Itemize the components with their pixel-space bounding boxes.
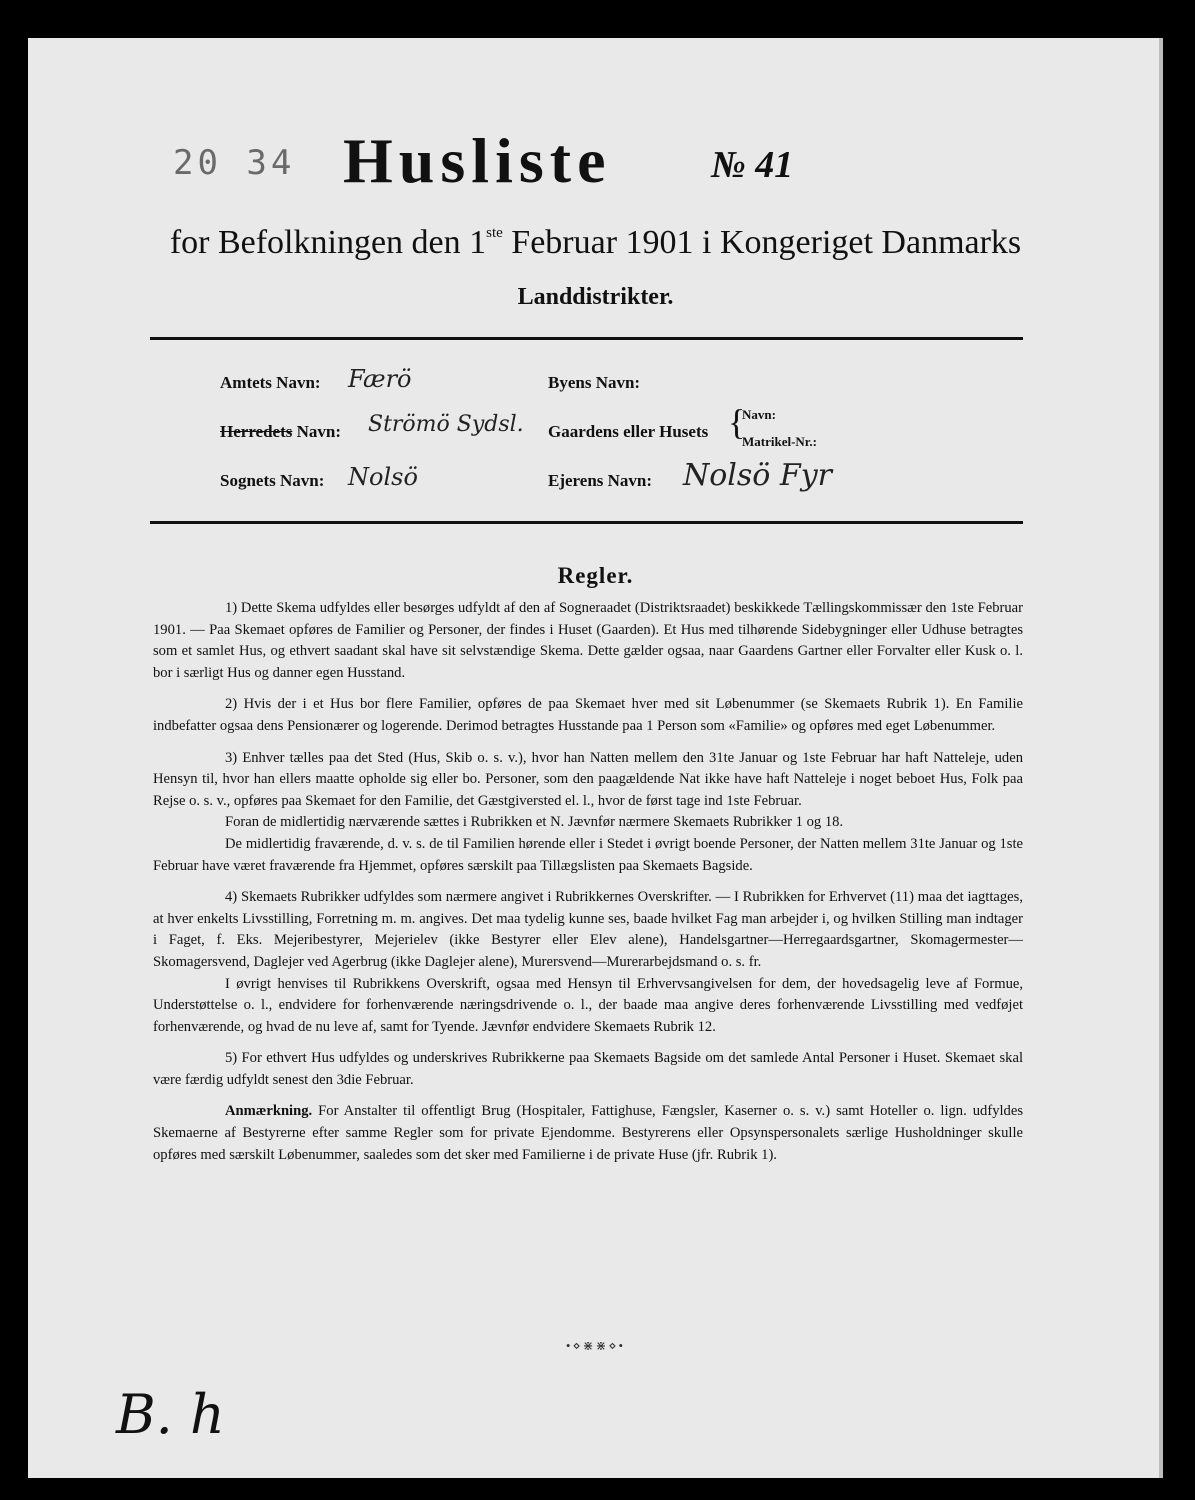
gaard-brace: { (728, 402, 746, 442)
census-form-sheet (28, 38, 1163, 1478)
herred-label-rest: Navn: (296, 422, 342, 441)
ornament-divider: •⋄⋇⋇⋄• (565, 1338, 626, 1353)
ejer-label: Ejerens Navn: (548, 471, 653, 490)
herred-label (220, 422, 341, 442)
form-number: № 41 (711, 144, 794, 186)
sogn-label: Sognets Navn: (220, 471, 325, 490)
rules-text (153, 598, 1023, 1176)
form-subtitle (28, 224, 1163, 262)
remark (153, 1101, 1023, 1166)
rule-3-note-absent: De midlertidig fraværende, d. v. s. de til Familien hørende eller i Stedet i øvrigt boende Personer, der Natten mellem 31te Januar og 1ste Februar have været fraværende fra Hjemmet, opføres særskilt paa Tillægslisten paa Skemaets Bagside. (153, 835, 1023, 874)
gaard-navn-label: Navn: (742, 407, 776, 422)
subtitle-text: for Befolkningen den 1 (169, 224, 487, 261)
rule-3-note-present: Foran de midlertidig nærværende sættes i Rubrikken et N. Jævnfør nærmere Skemaets Rubrikker 1 og 18. (225, 814, 844, 831)
top-divider (150, 337, 1023, 340)
rule-5: 5) For ethvert Hus udfyldes og underskrives Rubrikkerne paa Skemaets Bagside om det samlede Antal Personer i Huset. Skemaet skal være færdig udfyldt senest den 3die Februar. (153, 1050, 1023, 1088)
gaard-label: Gaardens eller Husets (548, 422, 709, 441)
rule-1: 1) Dette Skema udfyldes eller besørges udfyldt af den af Sogneraadet (Distriktsraadet) beskikkede Tællingskommissær den 1ste Februar 1901. — Paa Skemaet opføres de Familier og Personer, der findes i Huset (Gaarden). Et Hus med tilhørende Sidebygninger eller Udhuse betragtes som et samlet Hus, og ethvert saadant skal have sit selvstændige Skema. Dette gælder ogsaa, naar Gaardens Gartner eller Forvalter eller Kusk o. l. bor i særligt Hus og danner egen Husstand. (153, 600, 1023, 681)
bottom-divider (150, 521, 1023, 524)
herred-value: Strömö Sydsl. (368, 412, 524, 437)
herred-label-struck: Herredets (220, 422, 293, 441)
handwritten-note: B. h (116, 1383, 225, 1446)
gaard-matrikel-label: Matrikel-Nr.: (742, 434, 817, 449)
rule-2: 2) Hvis der i et Hus bor flere Familier, opføres de paa Skemaet hver med sit Løbenummer (se Skemaets Rubrik 1). En Familie indbefatter ogsaa dens Pensionærer og logerende. Derimod betragtes Husstande paa 1 Person som «Familie» og opføres med eget Løbenummer. (153, 696, 1023, 734)
rule-4-note: I øvrigt henvises til Rubrikkens Overskrift, ogsaa med Hensyn til Erhvervsangivelsen for dem, der hovedsagelig leve af Formue, Understøttelse o. l., endvidere for forhenværende næringsdrivende o. l., der baade maa angive deres forhenværende Livsstilling med vedføjet forhenværende, og hvad de nu leve af, samt for Tyende. Jævnfør endvidere Skemaets Rubrik 12. (153, 975, 1023, 1035)
amt-label: Amtets Navn: (220, 373, 321, 392)
remark-label: Anmærkning. (225, 1103, 313, 1120)
archive-stamp: 20 34 (173, 143, 296, 183)
sogn-value: Nolsö (348, 463, 418, 491)
amt-value: Færö (348, 365, 412, 393)
rule-4: 4) Skemaets Rubrikker udfyldes som nærmere angivet i Rubrikkernes Overskrifter. — I Rubrikken for Erhvervet (11) maa det iagttages, at hver enkelts Livsstilling, Forretning m. m. angives. Det maa tydelig kunne ses, baade hvilket Fag man arbejder i, og hvilken Stilling man indtager i Faget, f. Eks. Mejeribestyrer, Mejerielev (ikke Bestyrer eller Elev alene), Handelsgartner—Herregaardsgartner, Skomagermester—Skomagersvend, Daglejer ved Agerbrug (ikke Daglejer alene), Murersvend—Murerarbejdsmand o. s. fr. (153, 889, 1023, 970)
subtitle-text-end: Februar 1901 i Kongeriget Danmarks (502, 224, 1022, 261)
by-label: Byens Navn: (548, 373, 641, 392)
remark-text: For Anstalter til offentligt Brug (Hospitaler, Fattighuse, Fængsler, Kaserner o. s. v.) samt Hoteller o. lign. udfyldes Skemaerne af Bestyrerne efter samme Regler som for private Ejendomme. Bestyrerens eller Opsynspersonalets særlige Husholdninger skulle opføres med særskilt Løbenummer, saaledes som det sker med Familierne i de private Huse (jfr. Rubrik 1). (153, 1103, 1023, 1163)
ejer-value: Nolsö Fyr (683, 458, 833, 493)
rules-heading: Regler. (557, 563, 634, 588)
subtitle-superscript: ste (486, 225, 503, 241)
form-title: Husliste (343, 125, 612, 196)
form-district-type: Landdistrikter. (517, 284, 674, 310)
rule-3: 3) Enhver tælles paa det Sted (Hus, Skib o. s. v.), hvor han Natten mellem den 31te Januar og 1ste Februar har haft Natteleje, uden Hensyn til, hvor han ellers maatte opholde sig eller bo. Personer, som den paagældende Nat ikke have haft Natteleje i noget beboet Hus, Folk paa Rejse o. s. v., opføres paa Skemaet for den Familie, det Gæstgiversted el. l., hvor de først tage ind 1ste Februar. (153, 749, 1023, 809)
